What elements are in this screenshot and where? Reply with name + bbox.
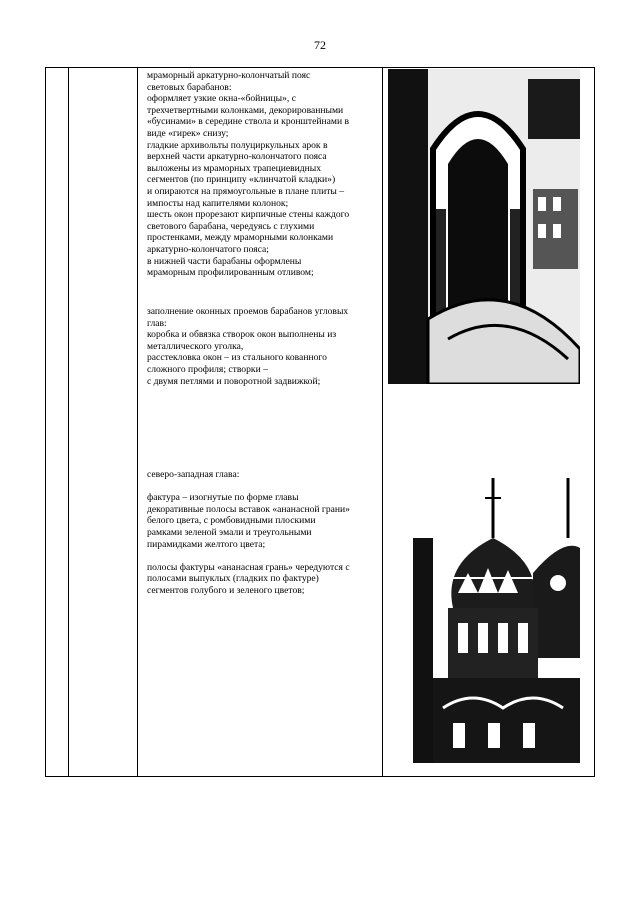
text-line: световых барабанов: <box>147 81 232 93</box>
northwest-dome-photo <box>413 478 580 763</box>
text-line: фактура – изогнутые по форме главы <box>147 492 299 504</box>
description-block-drums <box>147 70 383 279</box>
text-line: верхней части аркатурно-колончатого пояса <box>147 151 327 163</box>
text-line: оформляет узкие окна-«бойницы», с <box>147 93 296 105</box>
text-line: металлического уголка, <box>147 340 244 352</box>
text-line: полосы фактуры «ананасная грань» чередуются с <box>147 561 350 573</box>
text-line: сегментов голубого и зеленого цветов; <box>147 584 305 596</box>
document-table <box>45 67 595 777</box>
text-line: рамками зеленой эмали и треугольными <box>147 526 312 538</box>
text-line: «бусинами» в середине ствола и кронштейнами в <box>147 116 350 128</box>
text-line: выложены из мраморных трапециевидных <box>147 162 322 174</box>
page-number: 72 <box>314 38 326 52</box>
text-line: импосты над капителями колонок; <box>147 197 289 209</box>
text-line: белого цвета, с ромбовидными плоскими <box>147 515 316 527</box>
text-line: пирамидками желтого цвета; <box>147 538 266 550</box>
section-heading: северо-западная глава: <box>147 469 240 480</box>
text-line: сегментов (по принципу «клинчатой кладки») <box>147 174 336 186</box>
description-block-northwest-dome <box>147 469 383 597</box>
text-line: сложного профиля; створки – <box>147 363 268 375</box>
text-line: трехчетвертными колонками, декорированными <box>147 104 344 116</box>
text-line: аркатурно-колончатого пояса; <box>147 243 269 255</box>
text-line: заполнение оконных проемов барабанов угловых <box>147 306 349 317</box>
text-line: мраморным профилированным отливом; <box>147 267 314 279</box>
text-line: виде «гирек» снизу; <box>147 127 229 139</box>
text-line: коробка и обвязка створок окон выполнены из <box>147 329 337 341</box>
text-line: гладкие архивольты полуциркульных арок в <box>147 139 328 151</box>
text-line: светового барабана, чередуясь с глухими <box>147 220 315 232</box>
text-line: с двумя петлями и поворотной задвижкой; <box>147 375 321 387</box>
text-line: шесть окон прорезают кирпичные стены каждого <box>147 209 350 221</box>
text-line: простенками, между мраморными колонками <box>147 232 334 244</box>
text-line: и опираются на прямоугольные в плане плиты – <box>147 185 345 197</box>
text-line: полосами выпуклых (гладких по фактуре) <box>147 573 319 585</box>
column-divider <box>68 68 69 776</box>
column-divider <box>137 68 138 776</box>
arcade-window-photo <box>388 69 580 384</box>
description-block-windows <box>147 306 383 387</box>
text-line: декоративные полосы вставок «ананасной грани» <box>147 503 350 515</box>
text-line: мраморный аркатурно-колончатый пояс <box>147 70 311 81</box>
text-line: в нижней части барабаны оформлены <box>147 255 302 267</box>
text-line: глав: <box>147 317 167 329</box>
text-line: расстекловка окон – из стального кованного <box>147 352 327 364</box>
